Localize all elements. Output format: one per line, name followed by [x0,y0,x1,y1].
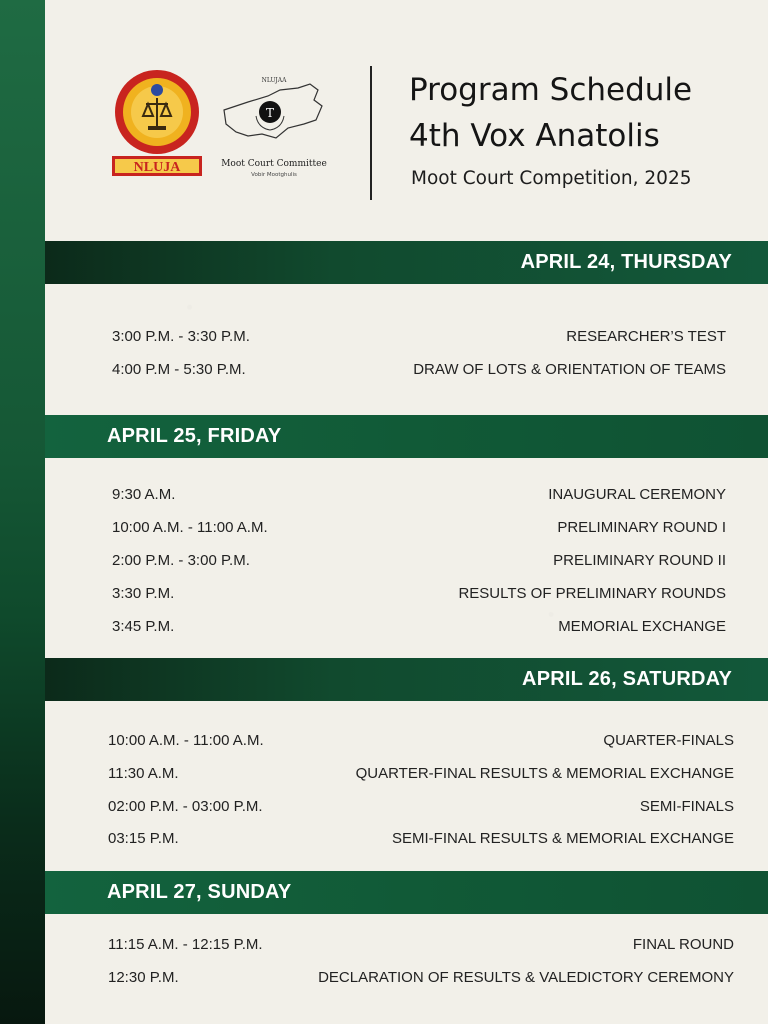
event-name: DRAW OF LOTS & ORIENTATION OF TEAMS [413,361,726,378]
event-time: 11:30 A.M. [108,765,179,782]
event-time: 3:00 P.M. - 3:30 P.M. [112,328,250,345]
event-name: RESULTS OF PRELIMINARY ROUNDS [458,585,726,602]
event-name: MEMORIAL EXCHANGE [558,618,726,635]
event-name: SEMI-FINAL RESULTS & MEMORIAL EXCHANGE [391,830,734,847]
day-label: APRIL 27, SUNDAY [107,881,292,903]
event-subtitle: Moot Court Competition, 2025 [411,168,692,189]
header [0,0,768,240]
mcc-logo-name: Moot Court Committee [221,159,327,169]
page-title: Program Schedule [409,72,693,108]
event-name: RESEARCHER’S TEST [566,328,726,345]
nluja-logo [110,68,204,178]
day-label: APRIL 24, THURSDAY [520,251,732,273]
event-name: SEMI-FINALS [639,798,734,815]
mcc-logo-tag: Vobir Mootghulis [251,172,297,178]
event-time: 4:00 P.M - 5:30 P.M. [112,361,246,378]
event-time: 9:30 A.M. [112,486,176,503]
event-time: 03:15 P.M. [108,830,179,847]
svg-text:T: T [265,106,275,120]
event-title: 4th Vox Anatolis [409,118,660,154]
event-name: QUARTER-FINALS [603,732,734,749]
day-header-april-24 [45,241,768,284]
day-header-april-26 [45,658,768,701]
header-divider [370,66,372,200]
event-name: PRELIMINARY ROUND II [553,552,726,569]
event-time: 2:00 P.M. - 3:00 P.M. [112,552,250,569]
event-time: 3:30 P.M. [112,585,175,602]
nluja-logo-text: NLUJA [133,160,181,175]
event-name: PRELIMINARY ROUND I [557,519,726,536]
mcc-logo-top-text: NLUJAA [261,77,287,84]
day-label: APRIL 26, SATURDAY [522,668,732,690]
day-header-april-27 [45,871,768,914]
event-time: 12:30 P.M. [108,969,179,986]
moot-court-committee-logo [218,76,330,184]
day-header-april-25 [45,415,768,458]
event-time: 3:45 P.M. [112,618,175,635]
day-label: APRIL 25, FRIDAY [107,425,282,447]
event-time: 02:00 P.M. - 03:00 P.M. [108,798,263,815]
event-name: INAUGURAL CEREMONY [548,486,726,503]
event-name: DECLARATION OF RESULTS & VALEDICTORY CEREMONY [318,969,734,986]
event-name: QUARTER-FINAL RESULTS & MEMORIAL EXCHANGE [355,765,734,782]
event-time: 10:00 A.M. - 11:00 A.M. [108,732,264,749]
event-time: 10:00 A.M. - 11:00 A.M. [112,519,268,536]
event-time: 11:15 A.M. - 12:15 P.M. [108,936,263,953]
event-name: FINAL ROUND [632,936,734,953]
